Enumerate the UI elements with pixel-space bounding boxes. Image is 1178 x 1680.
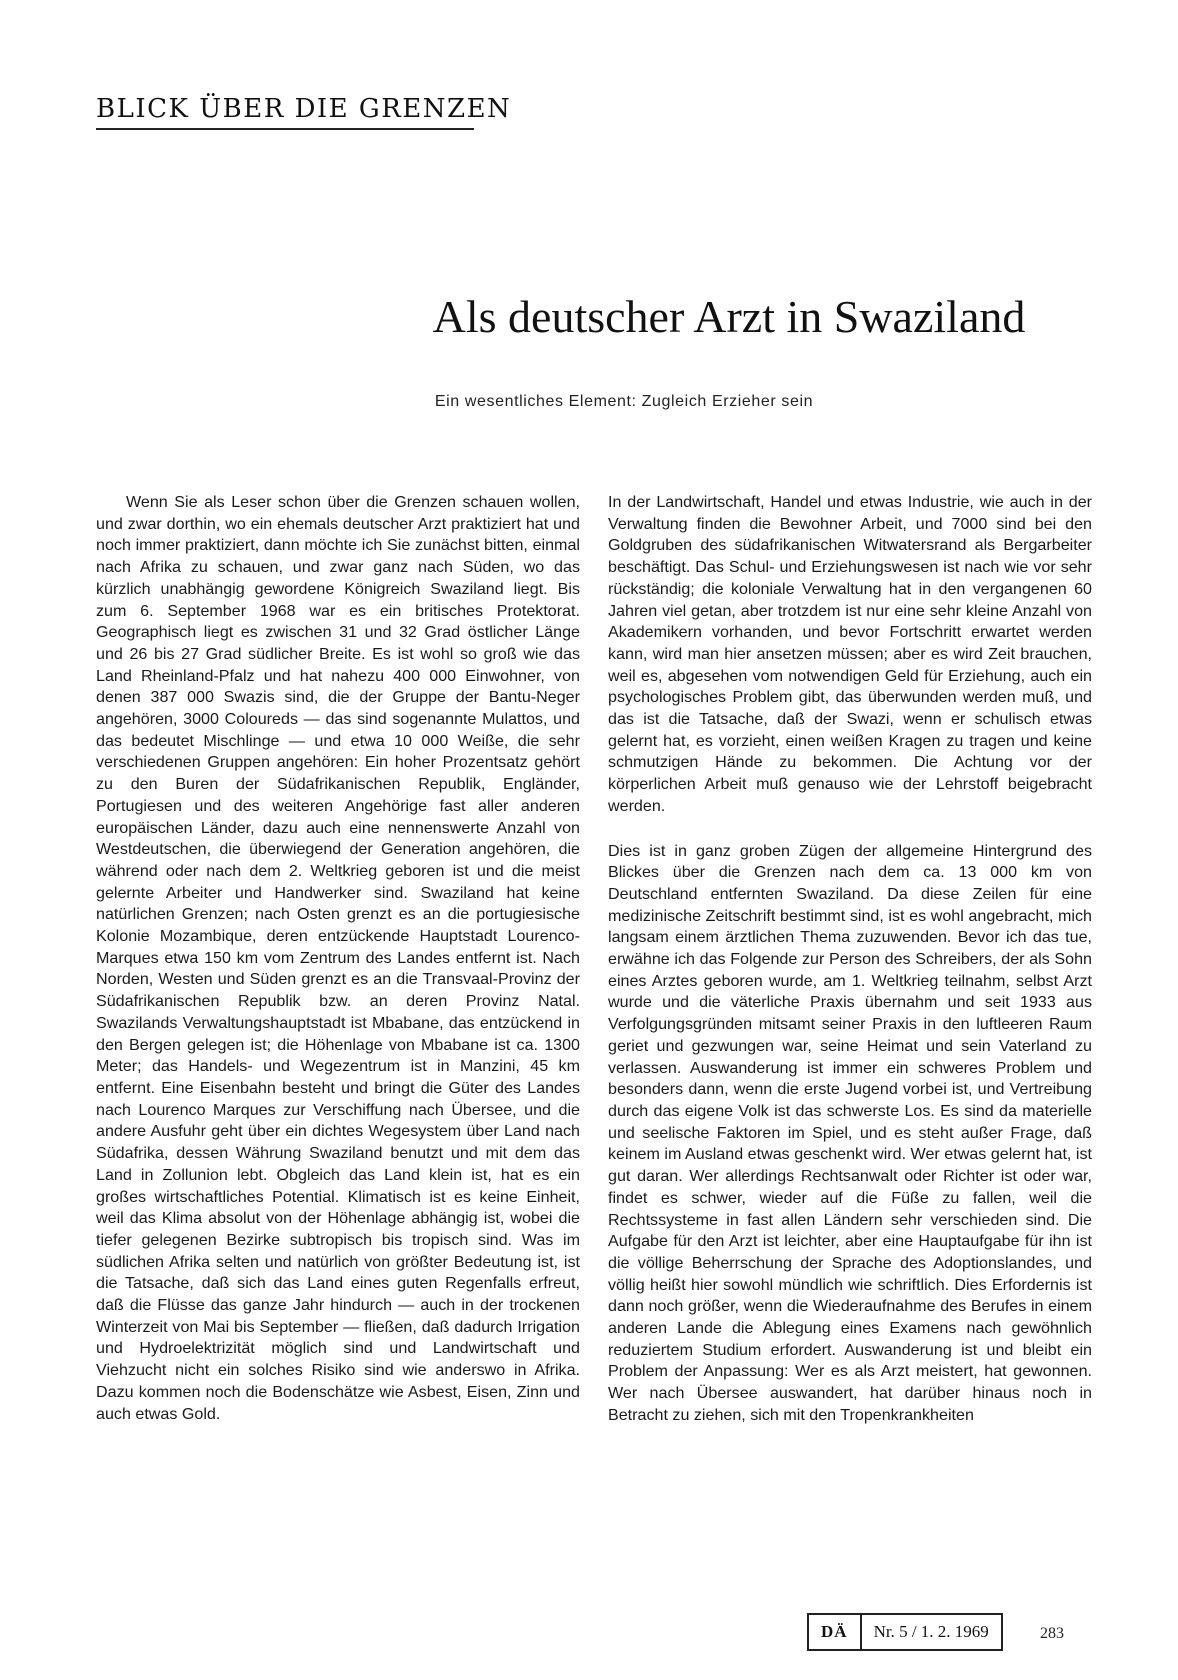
- magazine-abbreviation: DÄ: [809, 1615, 862, 1649]
- issue-info-box: [807, 1613, 1003, 1651]
- left-column: [96, 492, 580, 1425]
- body-paragraph: Wenn Sie als Leser schon über die Grenzen schauen wollen, und zwar dorthin, wo ein ehemals deutscher Arzt praktiziert hat und noch immer praktiziert, dann möchte ich Sie zunächst bitten, einmal nach Afrika zu schauen, und zwar ganz nach Süden, wo das kürzlich unabhängig gewordene Königreich Swaziland liegt. Bis zum 6. September 1968 war es ein britisches Protektorat. Geographisch liegt es zwischen 31 und 32 Grad östlicher Länge und 26 bis 27 Grad südlicher Breite. Es ist wohl so groß wie das Land Rheinland-Pfalz und hat nahezu 400 000 Einwohner, von denen 387 000 Swazis sind, die der Gruppe der Bantu-Neger angehören, 3000 Coloureds — das sind sogenannte Mulattos, und das bedeutet Mischlinge — und etwa 10 000 Weiße, die sehr verschiedenen Gruppen angehören: Ein hoher Prozentsatz gehört zu den Buren der Südafrikanischen Republik, Engländer, Portugiesen und des weiteren Angehörige fast aller anderen europäischen Länder, dazu auch eine nennenswerte Anzahl von Westdeutschen, die überwiegend der Generation angehören, die während oder nach dem 2. Weltkrieg geboren ist und die meist gelernte Arbeiter und Handwerker sind. Swaziland hat keine natürlichen Grenzen; nach Osten grenzt es an die portugiesische Kolonie Mozambique, deren entzückende Hauptstadt Lourenco-Marques etwa 150 km vom Zentrum des Landes entfernt ist. Nach Norden, Westen und Süden grenzt es an die Transvaal-Provinz der Südafrikanischen Republik bzw. an deren Provinz Natal. Swazilands Verwaltungshauptstadt ist Mbabane, das entzückend in den Bergen gelegen ist; die Höhenlage von Mbabane ist ca. 1300 Meter; das Handels- und Wegezentrum ist in Manzini, 45 km entfernt. Eine Eisenbahn besteht und bringt die Güter des Landes nach Lourenco Marques zur Verschiffung nach Übersee, und die andere Ausfuhr geht über ein dichtes Wegesystem über Land nach Südafrika, dessen Währung Swaziland benutzt und mit dem das Land in Zollunion lebt. Obgleich das Land klein ist, hat es ein großes wirtschaftliches Potential. Klimatisch ist es keine Einheit, weil das Klima absolut von der Höhenlage abhängig ist, wobei die tiefer gelegenen Bezirke subtropisch bis tropisch sind. Was im südlichen Afrika selten und natürlich von größter Bedeutung ist, ist die Tatsache, daß sich das Land eines guten Regenfalls erfreut, daß die Flüsse das ganze Jahr hindurch — auch in der trockenen Winterzeit von Mai bis September — fließen, daß dadurch Irrigation und Hydroelektrizität möglich sind und Landwirtschaft und Viehzucht nicht ein solches Risiko sind wie anderswo in Afrika. Dazu kommen noch die Bodenschätze wie Asbest, Eisen, Zinn und auch etwas Gold.: [96, 493, 580, 1423]
- article-subtitle: Ein wesentliches Element: Zugleich Erzieher sein: [434, 393, 814, 410]
- page-number: 283: [1040, 1625, 1064, 1642]
- right-column: [608, 492, 1092, 1427]
- body-paragraph: Dies ist in ganz groben Zügen der allgemeine Hintergrund des Blickes über die Grenzen nach dem ca. 13 000 km von Deutschland entfernten Swaziland. Da diese Zeilen für eine medizinische Zeitschrift bestimmt sind, ist es wohl angebracht, mich langsam einem ärztlichen Thema zuzuwenden. Bevor ich das tue, erwähne ich das Folgende zur Person des Schreibers, der als Sohn eines Arztes geboren wurde, am 1. Weltkrieg teilnahm, selbst Arzt wurde und die väterliche Praxis übernahm und seit 1933 aus Verfolgungsgründen mitsamt seiner Praxis in den luftleeren Raum geriet und gezwungen war, seine Heimat und sein Vaterland zu verlassen. Auswanderung ist immer ein schweres Problem und besonders dann, wenn die erste Jugend vorbei ist, und Vertreibung durch das eigene Volk ist das schwerste Los. Es sind da materielle und seelische Faktoren im Spiel, und es steht außer Frage, daß keinem im Ausland etwas geschenkt wird. Wer etwas gelernt hat, ist gut daran. Wer allerdings Rechtsanwalt oder Richter ist oder war, findet es schwer, wieder auf die Füße zu fallen, weil die Rechtssysteme in fast allen Ländern sehr verschieden sind. Die Aufgabe für den Arzt ist leichter, aber eine Hauptaufgabe für ihn ist die völlige Beherrschung der Sprache des Adoptionslandes, und völlig heißt hier sowohl mündlich wie schriftlich. Dies Erfordernis ist dann noch größer, wenn die Wiederaufnahme des Berufes in einem anderen Lande die Ablegung eines Examens nach gewöhnlich reduziertem Studium erfordert. Auswanderung ist und bleibt ein Problem der Anpassung: Wer es als Arzt meistert, hat gewonnen. Wer nach Übersee auswandert, hat darüber hinaus noch in Betracht zu ziehen, sich mit den Tropenkrankheiten: [608, 841, 1092, 1424]
- issue-date: Nr. 5 / 1. 2. 1969: [873, 1622, 989, 1641]
- section-header-rule: [96, 128, 474, 130]
- section-header: BLICK ÜBER DIE GRENZEN: [96, 94, 512, 124]
- body-paragraph: In der Landwirtschaft, Handel und etwas Industrie, wie auch in der Verwaltung finden die Bewohner Arbeit, und 7000 sind bei den Goldgruben des südafrikanischen Witwatersrand als Bergarbeiter beschäftigt. Das Schul- und Erziehungswesen ist nach wie vor sehr rückständig; die koloniale Verwaltung hat in den vergangenen 60 Jahren viel getan, aber trotzdem ist nur eine sehr kleine Anzahl von Akademikern vorhanden, und bevor Fortschritt erwartet werden kann, wird man hier ansetzen müssen; aber es wird Zeit brauchen, weil es, abgesehen vom notwendigen Geld für Erziehung, auch ein psychologisches Problem gibt, das überwunden werden muß, und das ist die Tatsache, daß der Swazi, wenn er schulisch etwas gelernt hat, es vorzieht, einen weißen Kragen zu tragen und keine schmutzigen Hände zu bekommen. Die Achtung vor der körperlichen Arbeit muß genauso wie der Lehrstoff beigebracht werden.: [608, 493, 1092, 815]
- article-title: Als deutscher Arzt in Swaziland: [432, 291, 1026, 342]
